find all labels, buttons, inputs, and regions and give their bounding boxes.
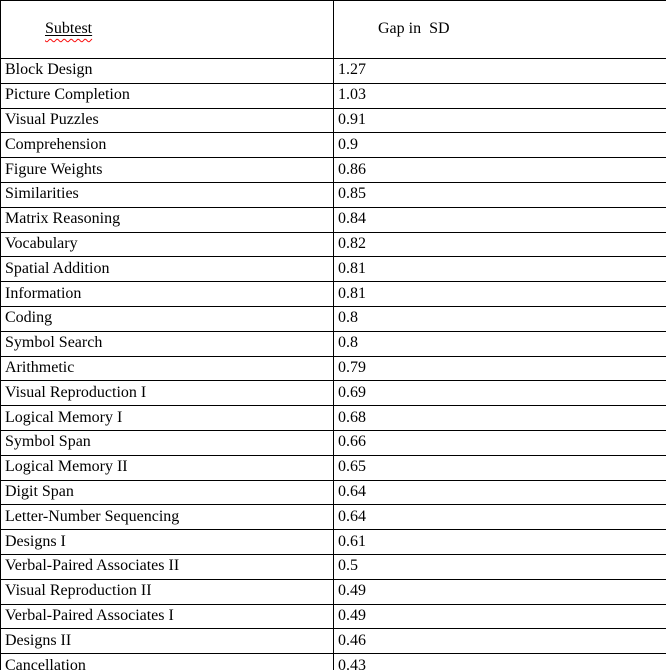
subtest-cell[interactable]: Visual Reproduction I: [1, 381, 334, 406]
gap-cell[interactable]: 0.91: [334, 108, 666, 133]
gap-cell[interactable]: 0.81: [334, 257, 666, 282]
subtest-cell[interactable]: Verbal-Paired Associates II: [1, 554, 334, 579]
subtest-cell[interactable]: Cancellation: [1, 654, 334, 670]
subtest-cell[interactable]: Figure Weights: [1, 158, 334, 183]
table-row: [1, 257, 666, 282]
table-row: [1, 133, 666, 158]
subtest-cell[interactable]: Symbol Span: [1, 430, 334, 455]
table-row: [1, 604, 666, 629]
gap-cell[interactable]: 0.9: [334, 133, 666, 158]
subtest-cell[interactable]: Digit Span: [1, 480, 334, 505]
subtest-cell[interactable]: Logical Memory I: [1, 406, 334, 431]
table-row: [1, 381, 666, 406]
subtest-cell[interactable]: Matrix Reasoning: [1, 207, 334, 232]
column-header-gap-label: Gap in SD: [378, 20, 450, 37]
gap-cell[interactable]: 0.8: [334, 306, 666, 331]
subtest-cell[interactable]: Verbal-Paired Associates I: [1, 604, 334, 629]
table-row: [1, 505, 666, 530]
subtest-cell[interactable]: Block Design: [1, 59, 334, 84]
table-body: [1, 59, 666, 670]
table-row: [1, 356, 666, 381]
subtest-cell[interactable]: Comprehension: [1, 133, 334, 158]
gap-cell[interactable]: 0.85: [334, 182, 666, 207]
subtest-cell[interactable]: Symbol Search: [1, 331, 334, 356]
gap-cell[interactable]: 0.61: [334, 530, 666, 555]
subtest-cell[interactable]: Designs II: [1, 629, 334, 654]
table-row: [1, 480, 666, 505]
table-row: [1, 158, 666, 183]
gap-cell[interactable]: 0.5: [334, 554, 666, 579]
gap-cell[interactable]: 1.03: [334, 83, 666, 108]
subtest-cell[interactable]: Arithmetic: [1, 356, 334, 381]
gap-cell[interactable]: 0.66: [334, 430, 666, 455]
gap-cell[interactable]: 0.8: [334, 331, 666, 356]
table-row: [1, 306, 666, 331]
gap-cell[interactable]: 0.68: [334, 406, 666, 431]
gap-cell[interactable]: 0.86: [334, 158, 666, 183]
gap-cell[interactable]: 1.27: [334, 59, 666, 84]
table-row: [1, 579, 666, 604]
subtest-cell[interactable]: Visual Reproduction II: [1, 579, 334, 604]
subtest-cell[interactable]: Vocabulary: [1, 232, 334, 257]
subtest-cell[interactable]: Similarities: [1, 182, 334, 207]
subtest-cell[interactable]: Coding: [1, 306, 334, 331]
table-row: [1, 654, 666, 670]
column-header-gap-in-sd[interactable]: [334, 1, 666, 59]
gap-cell[interactable]: 0.43: [334, 654, 666, 670]
gap-cell[interactable]: 0.64: [334, 505, 666, 530]
table-header-row: [1, 1, 666, 59]
table-row: [1, 108, 666, 133]
subtest-cell[interactable]: Logical Memory II: [1, 455, 334, 480]
table-row: [1, 282, 666, 307]
gap-cell[interactable]: 0.84: [334, 207, 666, 232]
table-row: [1, 406, 666, 431]
subtest-cell[interactable]: Designs I: [1, 530, 334, 555]
subtest-cell[interactable]: Information: [1, 282, 334, 307]
table-row: [1, 232, 666, 257]
gap-cell[interactable]: 0.49: [334, 579, 666, 604]
subtest-cell[interactable]: Spatial Addition: [1, 257, 334, 282]
table-row: [1, 331, 666, 356]
gap-cell[interactable]: 0.81: [334, 282, 666, 307]
table-row: [1, 430, 666, 455]
gap-cell[interactable]: 0.64: [334, 480, 666, 505]
table-row: [1, 59, 666, 84]
table-row: [1, 530, 666, 555]
gap-cell[interactable]: 0.69: [334, 381, 666, 406]
subtest-cell[interactable]: Visual Puzzles: [1, 108, 334, 133]
gap-cell[interactable]: 0.82: [334, 232, 666, 257]
table-row: [1, 182, 666, 207]
table-row: [1, 554, 666, 579]
gap-cell[interactable]: 0.79: [334, 356, 666, 381]
gap-cell[interactable]: 0.65: [334, 455, 666, 480]
subtest-cell[interactable]: Letter-Number Sequencing: [1, 505, 334, 530]
gap-cell[interactable]: 0.49: [334, 604, 666, 629]
column-header-subtest[interactable]: [1, 1, 334, 59]
gap-cell[interactable]: 0.46: [334, 629, 666, 654]
spellcheck-squiggle: [45, 20, 92, 37]
column-header-subtest-label: Subtest: [45, 20, 93, 37]
table-row: [1, 455, 666, 480]
table-row: [1, 207, 666, 232]
subtest-cell[interactable]: Picture Completion: [1, 83, 334, 108]
table-row: [1, 83, 666, 108]
table-row: [1, 629, 666, 654]
